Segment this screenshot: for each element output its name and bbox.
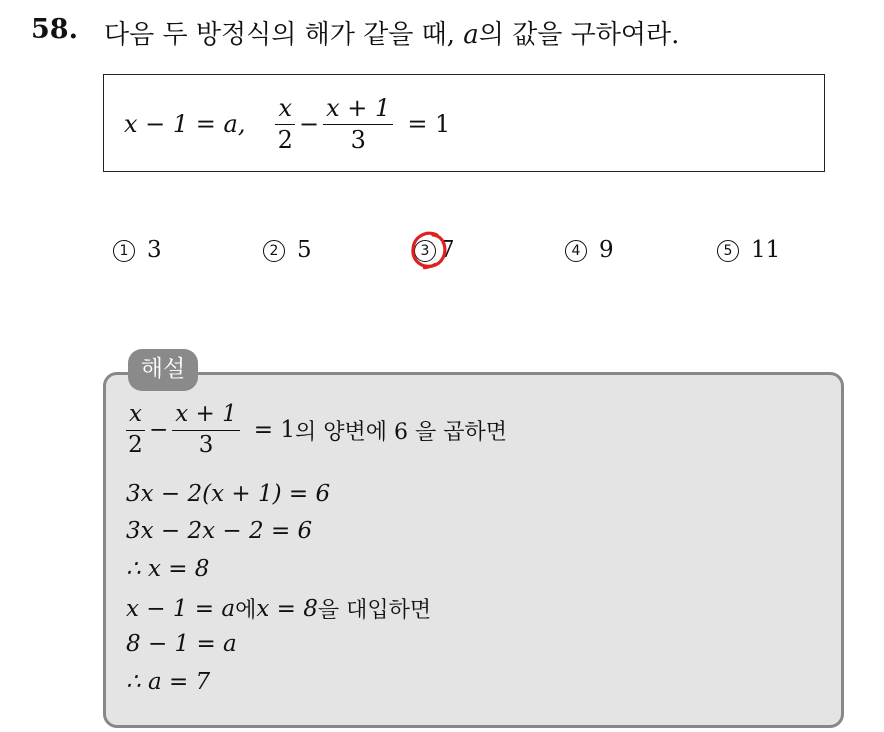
choice-value: 7: [440, 237, 455, 263]
fraction-numerator: x + 1: [172, 402, 240, 430]
fraction-denominator: 3: [198, 431, 214, 458]
question-number: 58.: [31, 14, 78, 45]
minus-sign: −: [299, 110, 320, 138]
solution-line-3: 3x − 2x − 2 = 6: [126, 518, 313, 544]
solution-line-5-text-2: 을 대입하면: [317, 598, 432, 623]
choice-symbol: 3: [414, 240, 436, 262]
choice-symbol: 2: [263, 240, 285, 262]
choice-symbol: 4: [565, 240, 587, 262]
equation-1: x − 1 = a,: [124, 110, 246, 138]
solution-line-5-math-2: x = 8: [256, 595, 318, 622]
fraction-denominator: 2: [277, 125, 293, 154]
fraction-x-over-2: [126, 402, 145, 458]
equation-line: [124, 89, 450, 159]
answer-choices: [0, 237, 884, 267]
solution-line-2: 3x − 2(x + 1) = 6: [126, 481, 331, 507]
equation-box: [103, 74, 825, 172]
fraction-numerator: x: [275, 95, 295, 124]
fraction-denominator: 2: [128, 431, 143, 458]
fraction-denominator: 3: [350, 125, 366, 154]
question-text-after: 의 값을 구하여라.: [478, 20, 680, 50]
choice-4[interactable]: [565, 237, 614, 263]
fraction-numerator: x: [126, 402, 145, 430]
solution-label: 해설: [128, 349, 198, 391]
red-circle-mark-icon: [407, 228, 451, 272]
solution-box: [103, 372, 844, 728]
solution-line-4: ∴ x = 8: [126, 556, 210, 582]
solution-line-5: [126, 593, 431, 624]
fraction-numerator: x + 1: [323, 95, 393, 124]
minus-sign: −: [148, 417, 169, 443]
question-text-before: 다음 두 방정식의 해가 같을 때,: [104, 20, 464, 50]
choice-1[interactable]: [113, 237, 162, 263]
solution-line-1-rhs: = 1: [253, 417, 295, 443]
choice-symbol: 5: [717, 240, 739, 262]
solution-line-5-text-1: 에: [235, 598, 257, 623]
fraction-x-plus-1-over-3: [323, 95, 393, 153]
choice-symbol: 1: [113, 240, 135, 262]
equation-2-rhs: = 1: [407, 110, 451, 138]
question-variable: a: [463, 20, 479, 50]
solution-line-6: 8 − 1 = a: [126, 631, 237, 657]
choice-value: 11: [751, 237, 781, 263]
choice-value: 5: [297, 237, 312, 263]
solution-line-7: ∴ a = 7: [126, 669, 211, 695]
choice-2[interactable]: [263, 237, 312, 263]
solution-line-1: [126, 397, 507, 463]
solution-line-1-text: 의 양변에 6 을 곱하면: [294, 419, 507, 445]
question-text: [104, 14, 679, 51]
fraction-x-plus-1-over-3: [172, 402, 240, 458]
choice-3[interactable]: [414, 237, 455, 263]
choice-5[interactable]: [717, 237, 780, 263]
choice-value: 3: [147, 237, 162, 263]
choice-value: 9: [599, 237, 614, 263]
fraction-x-over-2: [275, 95, 295, 153]
solution-line-5-math-1: x − 1 = a: [126, 595, 236, 622]
